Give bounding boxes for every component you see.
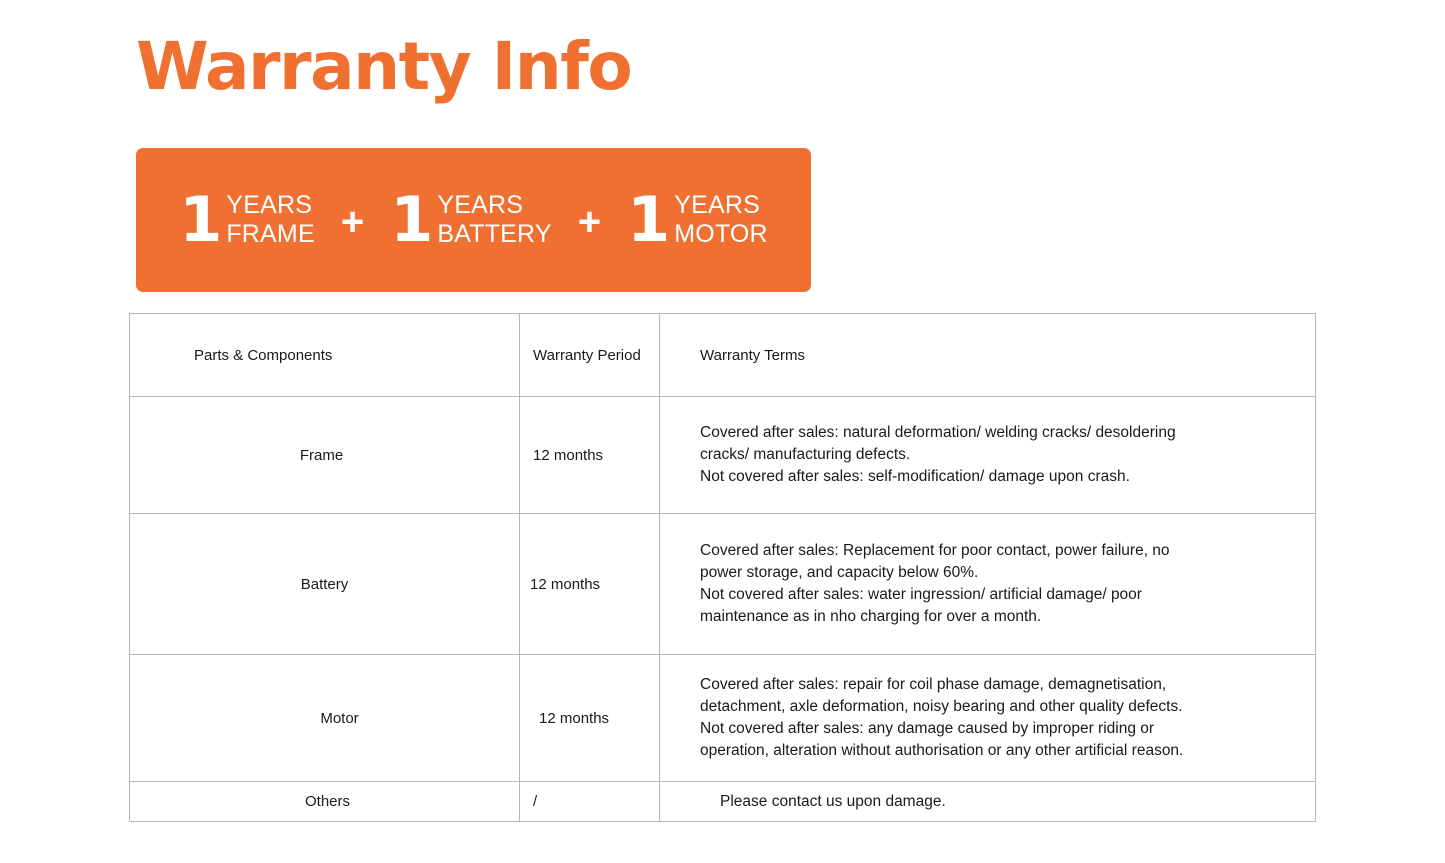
row-frame-terms-line1: Covered after sales: natural deformation/ welding cracks/ desoldering [700, 424, 1176, 441]
table-row [130, 397, 1315, 514]
header-parts-label: Parts & Components [194, 346, 333, 364]
row-others-period [520, 782, 660, 821]
row-frame-part [130, 397, 520, 513]
table-row [130, 782, 1315, 822]
row-motor-terms-line3: Not covered after sales: any damage caused by improper riding or [700, 720, 1155, 737]
row-frame-terms-line3: Not covered after sales: self-modification/ damage upon crash. [700, 468, 1130, 485]
row-others-part-label: Others [304, 793, 350, 810]
banner-battery-line1: YEARS [437, 190, 524, 219]
row-motor-part [130, 655, 520, 781]
row-battery-terms-line4: maintenance as in nho charging for over a month. [700, 608, 1042, 625]
banner-frame-line1: YEARS [226, 190, 313, 219]
banner-number-frame: 1 [179, 182, 221, 256]
row-motor-terms [660, 655, 1315, 781]
row-others-terms [660, 782, 1315, 821]
row-others-part [130, 782, 520, 821]
row-motor-part-label: Motor [320, 709, 359, 727]
page-title: Warranty Info [136, 28, 632, 105]
banner-item-motor [627, 182, 768, 256]
row-battery-part [130, 514, 520, 654]
banner-text-battery [437, 191, 551, 250]
row-battery-terms [660, 514, 1315, 654]
row-frame-terms-text [660, 422, 1196, 488]
banner-motor-line2: MOTOR [674, 220, 768, 248]
row-motor-period-label: 12 months [539, 709, 610, 727]
table-row [130, 655, 1315, 782]
row-battery-terms-line3: Not covered after sales: water ingression/ artificial damage/ poor [700, 586, 1142, 603]
row-others-terms-text [660, 791, 966, 813]
banner-text-frame [226, 191, 315, 250]
header-terms-label: Warranty Terms [700, 346, 806, 364]
warranty-years-banner [136, 148, 811, 292]
row-others-terms-line1: Please contact us upon damage. [720, 792, 946, 810]
row-motor-terms-line4: operation, alteration without authorisation or any other artificial reason. [700, 742, 1184, 759]
banner-number-motor: 1 [627, 182, 669, 256]
banner-frame-line2: FRAME [226, 220, 315, 248]
header-parts-components [130, 314, 520, 396]
banner-number-battery: 1 [390, 182, 432, 256]
row-battery-part-label: Battery [300, 575, 349, 593]
table-header-row [130, 314, 1315, 397]
banner-item-battery [390, 182, 552, 256]
row-battery-period-label: 12 months [530, 575, 601, 593]
row-battery-terms-line1: Covered after sales: Replacement for poor contact, power failure, no [700, 542, 1170, 559]
table-row [130, 514, 1315, 655]
banner-battery-line2: BATTERY [437, 220, 552, 248]
banner-text-motor [674, 191, 768, 250]
row-frame-period-label: 12 months [533, 446, 604, 464]
row-motor-terms-line2: detachment, axle deformation, noisy bearing and other quality defects. [700, 698, 1183, 715]
row-frame-part-label: Frame [299, 446, 344, 464]
row-motor-terms-line1: Covered after sales: repair for coil phase damage, demagnetisation, [700, 676, 1167, 693]
banner-motor-line1: YEARS [674, 190, 760, 219]
banner-item-frame [179, 182, 315, 256]
row-motor-terms-text [660, 674, 1203, 762]
header-warranty-period [520, 314, 660, 396]
row-battery-period [520, 514, 660, 654]
header-warranty-terms [660, 314, 1315, 396]
banner-plus-2: + [577, 200, 602, 244]
row-others-period-label: / [533, 793, 538, 810]
warranty-table [129, 313, 1316, 822]
row-frame-period [520, 397, 660, 513]
row-frame-terms [660, 397, 1315, 513]
row-motor-period [520, 655, 660, 781]
header-period-label: Warranty Period [533, 346, 641, 364]
row-battery-terms-text [660, 540, 1190, 628]
banner-plus-1: + [340, 200, 365, 244]
row-battery-terms-line2: power storage, and capacity below 60%. [700, 564, 979, 581]
row-frame-terms-line2: cracks/ manufacturing defects. [700, 446, 911, 463]
